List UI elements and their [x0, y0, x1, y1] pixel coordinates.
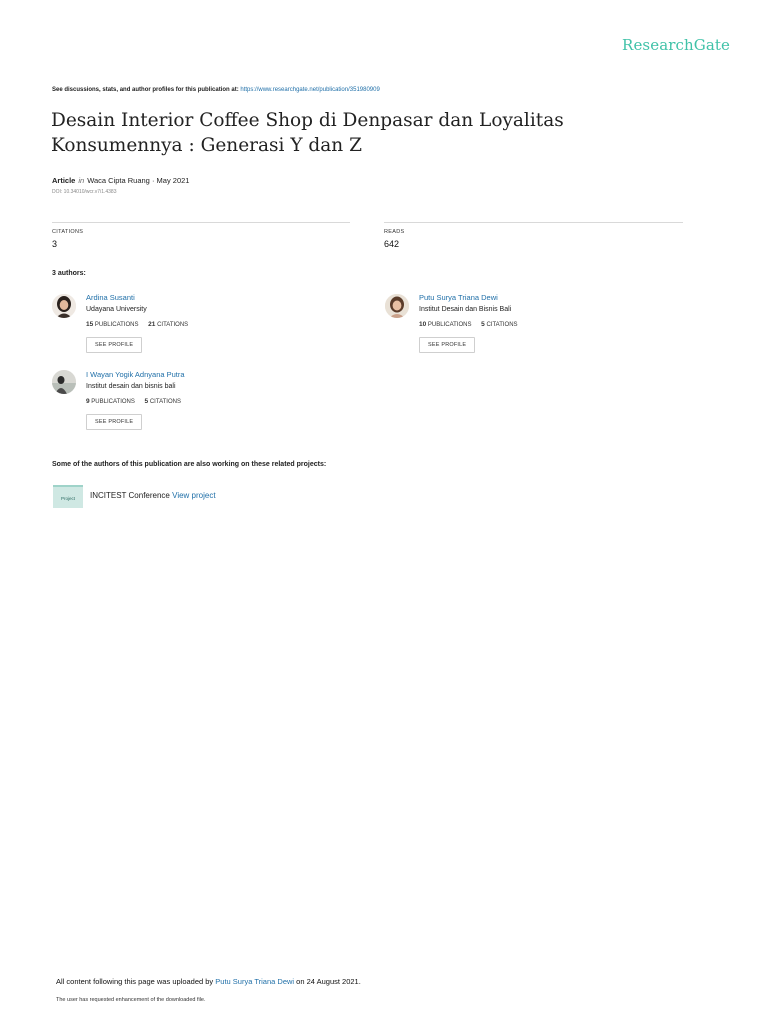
author-citations-label: CITATIONS: [157, 322, 189, 328]
footer-note: The user has requested enhancement of the downloaded file.: [56, 997, 206, 1003]
author-name[interactable]: I Wayan Yogik Adnyana Putra: [86, 370, 185, 379]
author-citations-count: 5: [481, 321, 485, 328]
author-publications-count: 15: [86, 321, 94, 328]
author-avatar[interactable]: [52, 294, 76, 318]
project-thumbnail-label: Project: [61, 496, 76, 501]
publication-meta: [52, 176, 189, 185]
author-name[interactable]: Ardina Susanti: [86, 293, 135, 302]
author-institution: Udayana University: [86, 306, 147, 313]
reads-value: 642: [384, 239, 400, 249]
publication-doi: DOI: 10.34010/wcr.v7i1.4383: [52, 189, 117, 195]
author-photo-icon: [52, 294, 76, 318]
author-citations-label: CITATIONS: [486, 322, 518, 328]
see-profile-button[interactable]: SEE PROFILE: [419, 337, 475, 353]
author-stats: [86, 398, 181, 405]
citations-divider: [52, 222, 350, 223]
author-publications-count: 10: [419, 321, 427, 328]
author-citations-label: CITATIONS: [149, 399, 181, 405]
publication-in-word: in: [78, 176, 85, 185]
author-publications-count: 9: [86, 398, 90, 405]
author-photo-icon: [52, 370, 76, 394]
researchgate-logo[interactable]: ResearchGate: [622, 36, 730, 54]
publication-type: Article: [52, 176, 76, 185]
author-citations-count: 21: [148, 321, 156, 328]
project-name: INCITEST Conference: [90, 491, 170, 500]
author-avatar[interactable]: [385, 294, 409, 318]
uploader-link[interactable]: Putu Surya Triana Dewi: [215, 977, 295, 986]
see-profile-button[interactable]: SEE PROFILE: [86, 337, 142, 353]
upload-notice: [56, 977, 361, 986]
publication-link-intro: See discussions, stats, and author profiles for this publication at:: [52, 87, 239, 93]
see-profile-button[interactable]: SEE PROFILE: [86, 414, 142, 430]
project-thumbnail[interactable]: [53, 485, 83, 508]
upload-suffix: on 24 August 2021.: [296, 977, 361, 986]
view-project-link[interactable]: View project: [172, 491, 216, 500]
author-publications-label: PUBLICATIONS: [94, 322, 139, 328]
author-stats: [419, 321, 518, 328]
author-name[interactable]: Putu Surya Triana Dewi: [419, 293, 498, 302]
publication-title: Desain Interior Coffee Shop di Denpasar dan Loyalitas Konsumennya : Generasi Y dan Z: [51, 110, 564, 156]
reads-divider: [384, 222, 683, 223]
publication-venue-date: Waca Cipta Ruang · May 2021: [87, 176, 190, 185]
author-photo-icon: [385, 294, 409, 318]
author-publications-label: PUBLICATIONS: [427, 322, 472, 328]
author-avatar[interactable]: [52, 370, 76, 394]
publication-link-line: [52, 87, 380, 93]
author-stats: [86, 321, 188, 328]
related-projects-heading: Some of the authors of this publication are also working on these related projects:: [52, 461, 327, 468]
authors-heading: 3 authors:: [52, 270, 86, 277]
publication-url-link[interactable]: https://www.researchgate.net/publication/351980909: [240, 87, 380, 93]
author-citations-count: 5: [144, 398, 149, 405]
author-institution: Institut Desain dan Bisnis Bali: [419, 306, 512, 313]
author-institution: Institut desain dan bisnis bali: [86, 383, 176, 390]
reads-label: READS: [384, 229, 405, 235]
citations-label: CITATIONS: [52, 229, 84, 235]
citations-value: 3: [52, 239, 58, 249]
related-project: [90, 491, 216, 500]
upload-prefix: All content following this page was uploaded by: [56, 977, 214, 986]
author-publications-label: PUBLICATIONS: [91, 399, 135, 405]
